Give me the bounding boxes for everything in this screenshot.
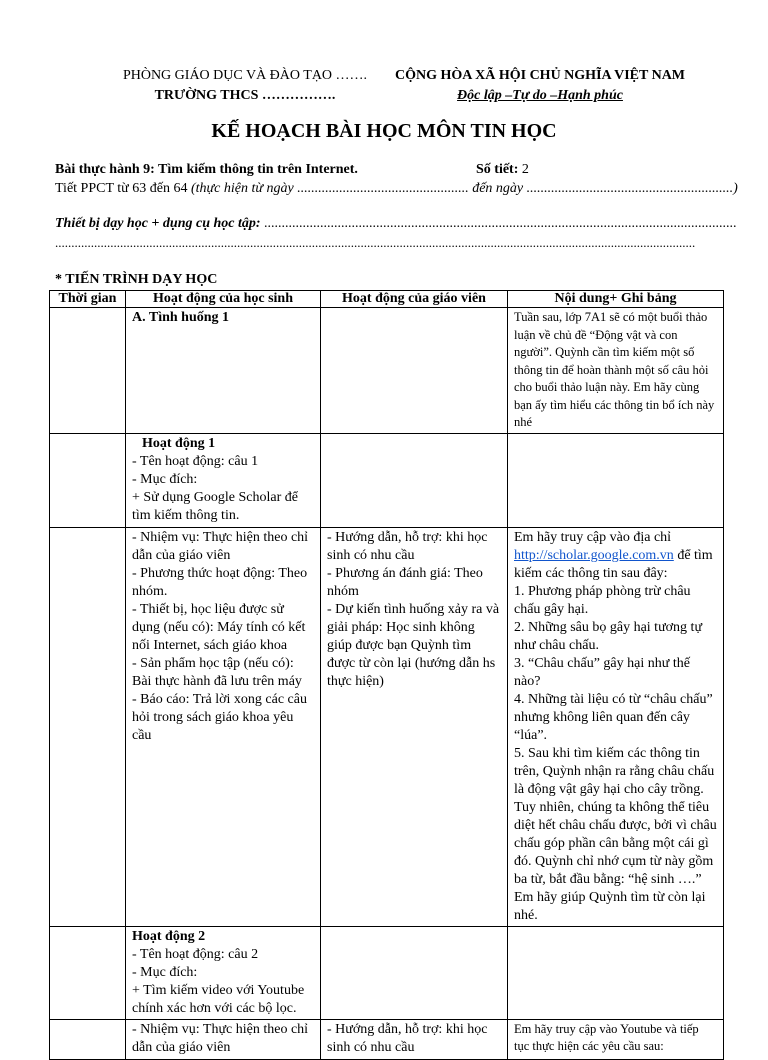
- activity-2-teacher-support: - Hướng dẫn, hỗ trợ: khi học sinh có nhu cầu: [321, 1019, 508, 1059]
- activity-1-student-cell: [126, 527, 321, 926]
- activity-1-purpose: + Sử dụng Google Scholar để tìm kiếm thông tin.: [132, 489, 298, 523]
- table-header-row: [50, 291, 724, 308]
- student-method: - Phương thức hoạt động: Theo nhóm.: [132, 565, 308, 599]
- section-title: * TIẾN TRÌNH DẠY HỌC: [55, 272, 218, 287]
- periods-value: 2: [518, 162, 529, 177]
- lesson-ppct: [55, 181, 738, 197]
- activity-2-title: Hoạt động 2: [132, 928, 206, 944]
- activity-1-teacher-cell: [321, 527, 508, 926]
- time-cell: [50, 527, 126, 926]
- activity-2-purpose-label: - Mục đích:: [132, 964, 198, 980]
- teacher-cell: [321, 308, 508, 434]
- scholar-link[interactable]: http://scholar.google.com.vn: [514, 547, 674, 563]
- col-header-content: Nội dung+ Ghi bảng: [508, 291, 724, 308]
- activity-2-content: Em hãy truy cập vào Youtube và tiếp tục thực hiện các yêu cầu sau:: [508, 1019, 724, 1059]
- content-intro-text-2: để tìm kiếm các thông tin sau đây:: [514, 547, 713, 581]
- time-cell: [50, 433, 126, 527]
- table-row: [50, 433, 724, 527]
- teacher-cell: [321, 926, 508, 1019]
- activity-1-title: Hoạt động 1: [142, 435, 216, 451]
- activity-2-name: - Tên hoạt động: câu 2: [132, 946, 259, 962]
- activity-1-content-cell: [508, 527, 724, 926]
- question-2: 2. Những sâu bọ gây hại tương tự như châu chấu.: [514, 619, 703, 653]
- periods-label: Số tiết:: [476, 162, 519, 177]
- national-motto: Độc lập –Tự do –Hạnh phúc: [457, 88, 623, 103]
- col-header-time: Thời gian: [50, 291, 126, 308]
- time-cell: [50, 308, 126, 434]
- teacher-evaluation: - Phương án đánh giá: Theo nhóm: [327, 565, 483, 599]
- student-product: - Sản phẩm học tập (nếu có): Bài thực hành đã lưu trên máy: [132, 655, 302, 689]
- content-intro-text: Em hãy truy cập vào địa chỉ: [514, 529, 672, 545]
- country-name: CỘNG HÒA XÃ HỘI CHỦ NGHĨA VIỆT NAM: [395, 68, 686, 83]
- activity-2-cell: [126, 926, 321, 1019]
- content-cell: [508, 433, 724, 527]
- lesson-periods: [476, 162, 529, 178]
- activity-2-student-task: - Nhiệm vụ: Thực hiện theo chỉ dẫn của giáo viên: [126, 1019, 321, 1059]
- teacher-cell: [321, 433, 508, 527]
- department-name: PHÒNG GIÁO DỤC VÀ ĐÀO TẠO …….: [122, 68, 368, 83]
- equipment-dots-line: .....................................................................................................................................................................................................: [55, 235, 696, 250]
- school-name: TRƯỜNG THCS …………….: [154, 88, 336, 103]
- equipment-dots: .......................................................................................................................................: [260, 216, 737, 231]
- teacher-support: - Hướng dẫn, hỗ trợ: khi học sinh có nhu cầu: [327, 529, 488, 563]
- table-row: [50, 527, 724, 926]
- question-5: 5. Sau khi tìm kiếm các thông tin trên, Quỳnh nhận ra rằng châu chấu là động vật gây hại cho cây trồng. Tuy nhiên, chúng ta không thể tiêu diệt hết châu chấu được, bởi vì châu chấu góp phần cân bằng một cái gì đó. Quỳnh chỉ nhớ cụm từ này gồm ba từ, bắt đầu bằng: “hệ sinh ….” Em hãy giúp Quỳnh tìm từ còn lại nhé.: [514, 745, 717, 923]
- teacher-scenario: - Dự kiến tình huống xảy ra và giải pháp: Học sinh không giúp được bạn Quỳnh tìm được từ còn lại (hướng dẫn hs thực hiện): [327, 601, 500, 689]
- lesson-dates: (thực hiện từ ngày ................................................. đến ngày ...........................................................): [190, 181, 738, 196]
- activity-1-purpose-label: - Mục đích:: [132, 471, 198, 487]
- situation-title: A. Tình huống 1: [126, 308, 321, 434]
- table-row: [50, 1019, 724, 1059]
- student-equipment: - Thiết bị, học liệu được sử dụng (nếu có): Máy tính có kết nối Internet, sách giáo khoa: [132, 601, 306, 653]
- content-intro: [514, 529, 717, 583]
- document-title: KẾ HOẠCH BÀI HỌC MÔN TIN HỌC: [211, 120, 557, 142]
- equipment-label: Thiết bị dạy học + dụng cụ học tập:: [55, 216, 261, 231]
- col-header-student: Hoạt động của học sinh: [126, 291, 321, 308]
- question-3: 3. “Châu chấu” gây hại như thế nào?: [514, 655, 690, 689]
- lesson-name: Bài thực hành 9: Tìm kiếm thông tin trên Internet.: [55, 162, 358, 177]
- student-report: - Báo cáo: Trả lời xong các câu hỏi trong sách giáo khoa yêu cầu: [132, 691, 307, 743]
- activity-2-purpose: + Tìm kiếm video với Youtube chính xác hơn với các bộ lọc.: [132, 982, 305, 1016]
- time-cell: [50, 1019, 126, 1059]
- content-cell: [508, 926, 724, 1019]
- student-task: - Nhiệm vụ: Thực hiện theo chỉ dẫn của giáo viên: [132, 529, 309, 563]
- equipment-line: [55, 216, 737, 232]
- col-header-teacher: Hoạt động của giáo viên: [321, 291, 508, 308]
- table-row: [50, 926, 724, 1019]
- ppct-text: Tiết PPCT từ 63 đến 64: [55, 181, 191, 196]
- situation-content: Tuần sau, lớp 7A1 sẽ có một buổi thảo luận về chủ đề “Động vật và con người”. Quỳnh cần tìm kiếm một số thông tin để hoàn thành một số câu hỏi cho buổi thảo luận này. Em hãy cùng bạn ấy tìm hiểu các thông tin bổ ích này nhé: [508, 308, 724, 434]
- table-row: [50, 308, 724, 434]
- question-4: 4. Những tài liệu có từ “châu chấu” nhưng không liên quan đến cây “lúa”.: [514, 691, 713, 743]
- lesson-plan-table: [49, 290, 724, 1060]
- question-1: 1. Phương pháp phòng trừ châu chấu gây hại.: [514, 583, 691, 617]
- time-cell: [50, 926, 126, 1019]
- national-header: [395, 66, 685, 106]
- activity-1-name: - Tên hoạt động: câu 1: [132, 453, 259, 469]
- activity-1-cell: [126, 433, 321, 527]
